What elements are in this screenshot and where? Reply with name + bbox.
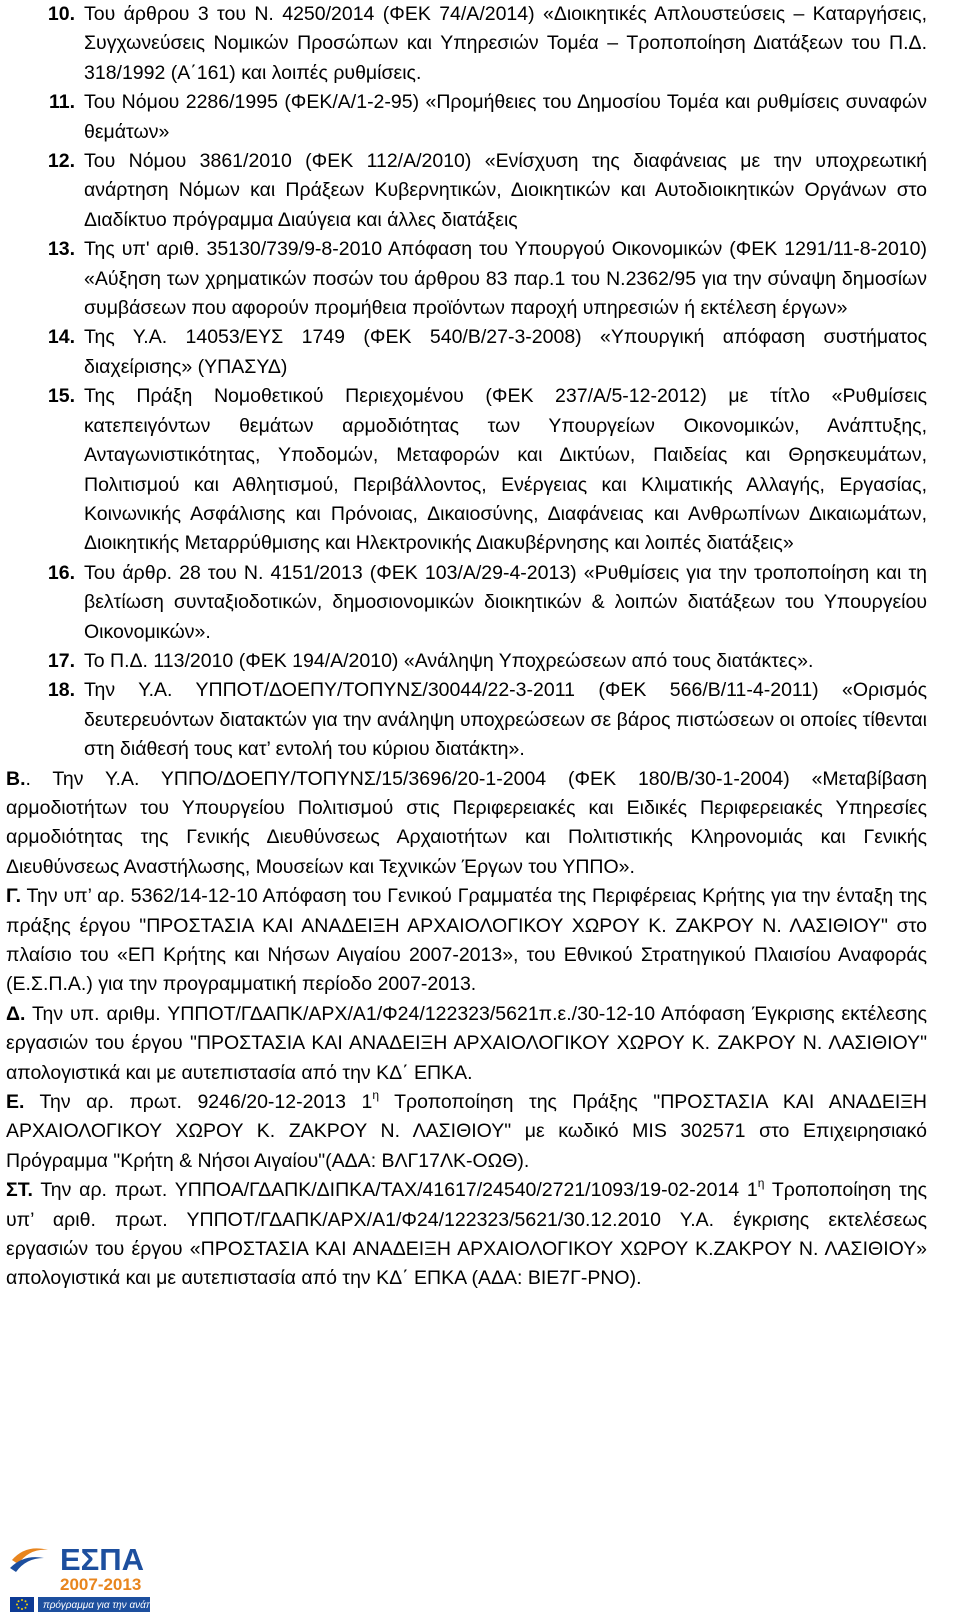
list-item <box>6 382 927 558</box>
logo-main-text: ΕΣΠΑ <box>60 1542 145 1577</box>
section-label: ΣΤ. <box>6 1179 33 1202</box>
list-item <box>6 0 927 88</box>
item-text: Του Νόμου 3861/2010 (ΦΕΚ 112/Α/2010) «Ενίσχυση της διαφάνειας με την υποχρεωτική ανάρτηση Νόμων και Πράξεων Κυβερνητικών, Διοικητικών και Αυτοδιοικητικών Οργάνων στο Διαδίκτυο πρόγραμμα Διαύγεια και άλλες διατάξεις <box>84 150 927 231</box>
document-page <box>6 0 927 1294</box>
list-item <box>6 147 927 235</box>
logo-years-text: 2007-2013 <box>60 1575 142 1594</box>
section-st-paragraph <box>6 1176 927 1294</box>
item-number: 15. <box>47 385 75 408</box>
section-label: Β. <box>6 767 26 790</box>
item-number: 13. <box>47 238 75 261</box>
item-number: 17. <box>47 649 75 672</box>
section-text: Την υπ’ αρ. 5362/14-12-10 Απόφαση του Γενικού Γραμματέα της Περιφέρειας Κρήτης για την ένταξη της πράξης έργου "ΠΡΟΣΤΑΣΙΑ ΚΑΙ ΑΝΑΔΕΙΞΗ ΑΡΧΑΙΟΛΟΓΙΚΟΥ ΧΩΡΟΥ Κ. ΖΑΚΡΟΥ Ν. ΛΑΣΙΘΙΟΥ" στο πλαίσιο του «ΕΠ Κρήτης και Νήσων Αιγαίου 2007-2013», του Εθνικού Στρατηγικού Πλαισίου Αναφοράς (Ε.Σ.Π.Α.) για την προγραμματική περίοδο 2007-2013. <box>6 885 927 996</box>
item-number: 12. <box>47 150 75 173</box>
list-item <box>6 676 927 764</box>
section-text: Την αρ. πρωτ. 9246/20-12-2013 1 <box>24 1091 373 1114</box>
superscript: η <box>372 1088 379 1103</box>
item-text: Την Υ.Α. ΥΠΠΟΤ/ΔΟΕΠΥ/ΤΟΠΥΝΣ/30044/22-3-2011 (ΦΕΚ 566/Β/11-4-2011) «Ορισμός δευτερευόντων διατακτών για την ανάληψη υποχρεώσεων σε βάρος πιστώσεων οι οποίες τίθενται στη διάθεσή τους κατ’ εντολή του κύριου διατάκτη». <box>84 679 927 761</box>
item-text: Του άρθρ. 28 του Ν. 4151/2013 (ΦΕΚ 103/Α/29-4-2013) «Ρυθμίσεις για την τροποποίηση και τη βελτίωση συνταξιοδοτικών, δημοσιονομικών διοικητικών & λοιπών διατάξεων του Υπουργείου Οικονομικών». <box>84 561 927 643</box>
espa-swoosh-icon <box>10 1548 48 1572</box>
list-item <box>6 647 927 676</box>
section-text: Την αρ. πρωτ. ΥΠΠΟΑ/ΓΔΑΠΚ/ΔΙΠΚΑ/ΤΑΧ/41617/24540/2721/1093/19-02-2014 1 <box>32 1179 758 1202</box>
section-b-paragraph <box>6 765 927 883</box>
section-text: Την υπ. αριθμ. ΥΠΠΟΤ/ΓΔΑΠΚ/ΑΡΧ/Α1/Φ24/122323/5621π.ε./30-12-10 Απόφαση Έγκρισης εκτέλεσης εργασιών του έργου "ΠΡΟΣΤΑΣΙΑ ΚΑΙ ΑΝΑΔΕΙΞΗ ΑΡΧΑΙΟΛΟΓΙΚΟΥ ΧΩΡΟΥ Κ. ΖΑΚΡΟΥ Ν. ΛΑΣΙΘΙΟΥ" απολογιστικά και με αυτεπιστασία από την ΚΔ΄ ΕΠΚΑ. <box>6 1002 927 1084</box>
list-item <box>6 235 927 323</box>
section-d-paragraph <box>6 1000 927 1088</box>
item-number: 16. <box>47 561 75 584</box>
item-text: Της Πράξη Νομοθετικού Περιεχομένου (ΦΕΚ 237/Α/5-12-2012) με τίτλο «Ρυθμίσεις κατεπειγόντων θεμάτων αρμοδιότητας των Υπουργείων Οικονομικών, Ανάπτυξης, Ανταγωνιστικότητας, Υποδομών, Μεταφορών και Δικτύων, Παιδείας και Θρησκευμάτων, Πολιτισμού και Αθλητισμού, Περιβάλλοντος, Ενέργειας και Κλιματικής Αλλαγής, Εργασίας, Κοινωνικής Ασφάλισης και Πρόνοιας, Δικαιοσύνης, Διαφάνειας και Ανθρωπίνων Δικαιωμάτων, Διοικητικής Μεταρρύθμισης και Ηλεκτρονικής Διακυβέρνησης και λοιπές διατάξεις» <box>84 385 927 555</box>
item-number: 14. <box>47 326 75 349</box>
section-label: Δ. <box>6 1002 26 1025</box>
list-item <box>6 323 927 382</box>
item-text: Του Νόμου 2286/1995 (ΦΕΚ/Α/1-2-95) «Προμήθειες του Δημοσίου Τομέα και ρυθμίσεις συναφών θεμάτων» <box>84 91 927 143</box>
section-label: Ε. <box>6 1091 25 1114</box>
logo-tagline: πρόγραμμα για την ανάπτυξη <box>43 1600 172 1611</box>
item-text: Της υπ' αριθ. 35130/739/9-8-2010 Απόφαση του Υπουργού Οικονομικών (ΦΕΚ 1291/11-8-2010) «Αύξηση των χρηματικών ποσών του άρθρου 83 παρ.1 του Ν.2362/95 για την σύναψη δημοσίων συμβάσεων που αφορούν προμήθεια προϊόντων παροχή υπηρεσιών ή εκτέλεση έργων» <box>84 238 927 320</box>
section-e-paragraph <box>6 1088 927 1176</box>
item-text: Της Υ.Α. 14053/ΕΥΣ 1749 (ΦΕΚ 540/Β/27-3-2008) «Υπουργική απόφαση συστήματος διαχείρισης» (ΥΠΑΣΥΔ) <box>84 326 927 378</box>
list-item <box>6 88 927 147</box>
superscript: η <box>757 1176 765 1191</box>
eu-flag-icon <box>10 1597 34 1612</box>
section-text: . Την Υ.Α. ΥΠΠΟ/ΔΟΕΠΥ/ΤΟΠΥΝΣ/15/3696/20-1-2004 (ΦΕΚ 180/Β/30-1-2004) «Μεταβίβαση αρμοδιοτήτων του Υπουργείου Πολιτισμού στις Περιφερειακές και Ειδικές Περιφερειακές Υπηρεσίες αρμοδιότητας της Γενικής Διευθύνσεως Αρχαιοτήτων και Πολιτιστικής Κληρονομιάς και Γενικής Διευθύνσεως Αναστήλωσης, Μουσείων και Τεχνικών Έργων του ΥΠΠΟ». <box>6 767 927 878</box>
item-number: 11. <box>48 91 75 114</box>
item-text: Το Π.Δ. 113/2010 (ΦΕΚ 194/Α/2010) «Ανάληψη Υποχρεώσεων από τους διατάκτες». <box>84 649 814 672</box>
item-number: 18. <box>47 679 75 702</box>
section-label: Γ. <box>6 885 21 908</box>
list-item <box>6 559 927 647</box>
section-g-paragraph <box>6 882 927 1000</box>
item-number: 10. <box>47 3 75 25</box>
item-text: Του άρθρου 3 του Ν. 4250/2014 (ΦΕΚ 74/Α/2014) «Διοικητικές Απλουστεύσεις – Καταργήσεις, Συγχωνεύσεις Νομικών Προσώπων και Υπηρεσιών Τομέα – Τροποποίηση Διατάξεων του Π.Δ. 318/1992 (Α΄161) και λοιπές ρυθμίσεις. <box>84 3 927 84</box>
section-text-continued: Τροποποίηση της υπ’ αριθ. πρωτ. ΥΠΠΟΤ/ΓΔΑΠΚ/ΑΡΧ/Α1/Φ24/122323/5621/30.12.2010 Υ.Α. έγκρισης εκτελέσεως εργασιών του έργου «ΠΡΟΣΤΑΣΙΑ ΚΑΙ ΑΝΑΔΕΙΞΗ ΑΡΧΑΙΟΛΟΓΙΚΟΥ ΧΩΡΟΥ Κ.ΖΑΚΡΟΥ Ν. ΛΑΣΙΘΙΟΥ» απολογιστικά και με αυτεπιστασία από την ΚΔ΄ ΕΠΚΑ (ΑΔΑ: ΒΙΕ7Γ-ΡΝΟ). <box>6 1179 927 1290</box>
section-text-continued: Τροποποίηση της Πράξης "ΠΡΟΣΤΑΣΙΑ ΚΑΙ ΑΝΑΔΕΙΞΗ ΑΡΧΑΙΟΛΟΓΙΚΟΥ ΧΩΡΟΥ Κ. ΖΑΚΡΟΥ Ν. ΛΑΣΙΘΙΟΥ" με κωδικό MIS 302571 στο Επιχειρησιακό Πρόγραμμα "Κρήτη & Νήσοι Αιγαίου"(ΑΔΑ: ΒΛΓ17ΛΚ-ΟΩΘ). <box>6 1091 927 1172</box>
espa-logo <box>8 1540 172 1612</box>
legal-basis-list <box>6 0 927 765</box>
